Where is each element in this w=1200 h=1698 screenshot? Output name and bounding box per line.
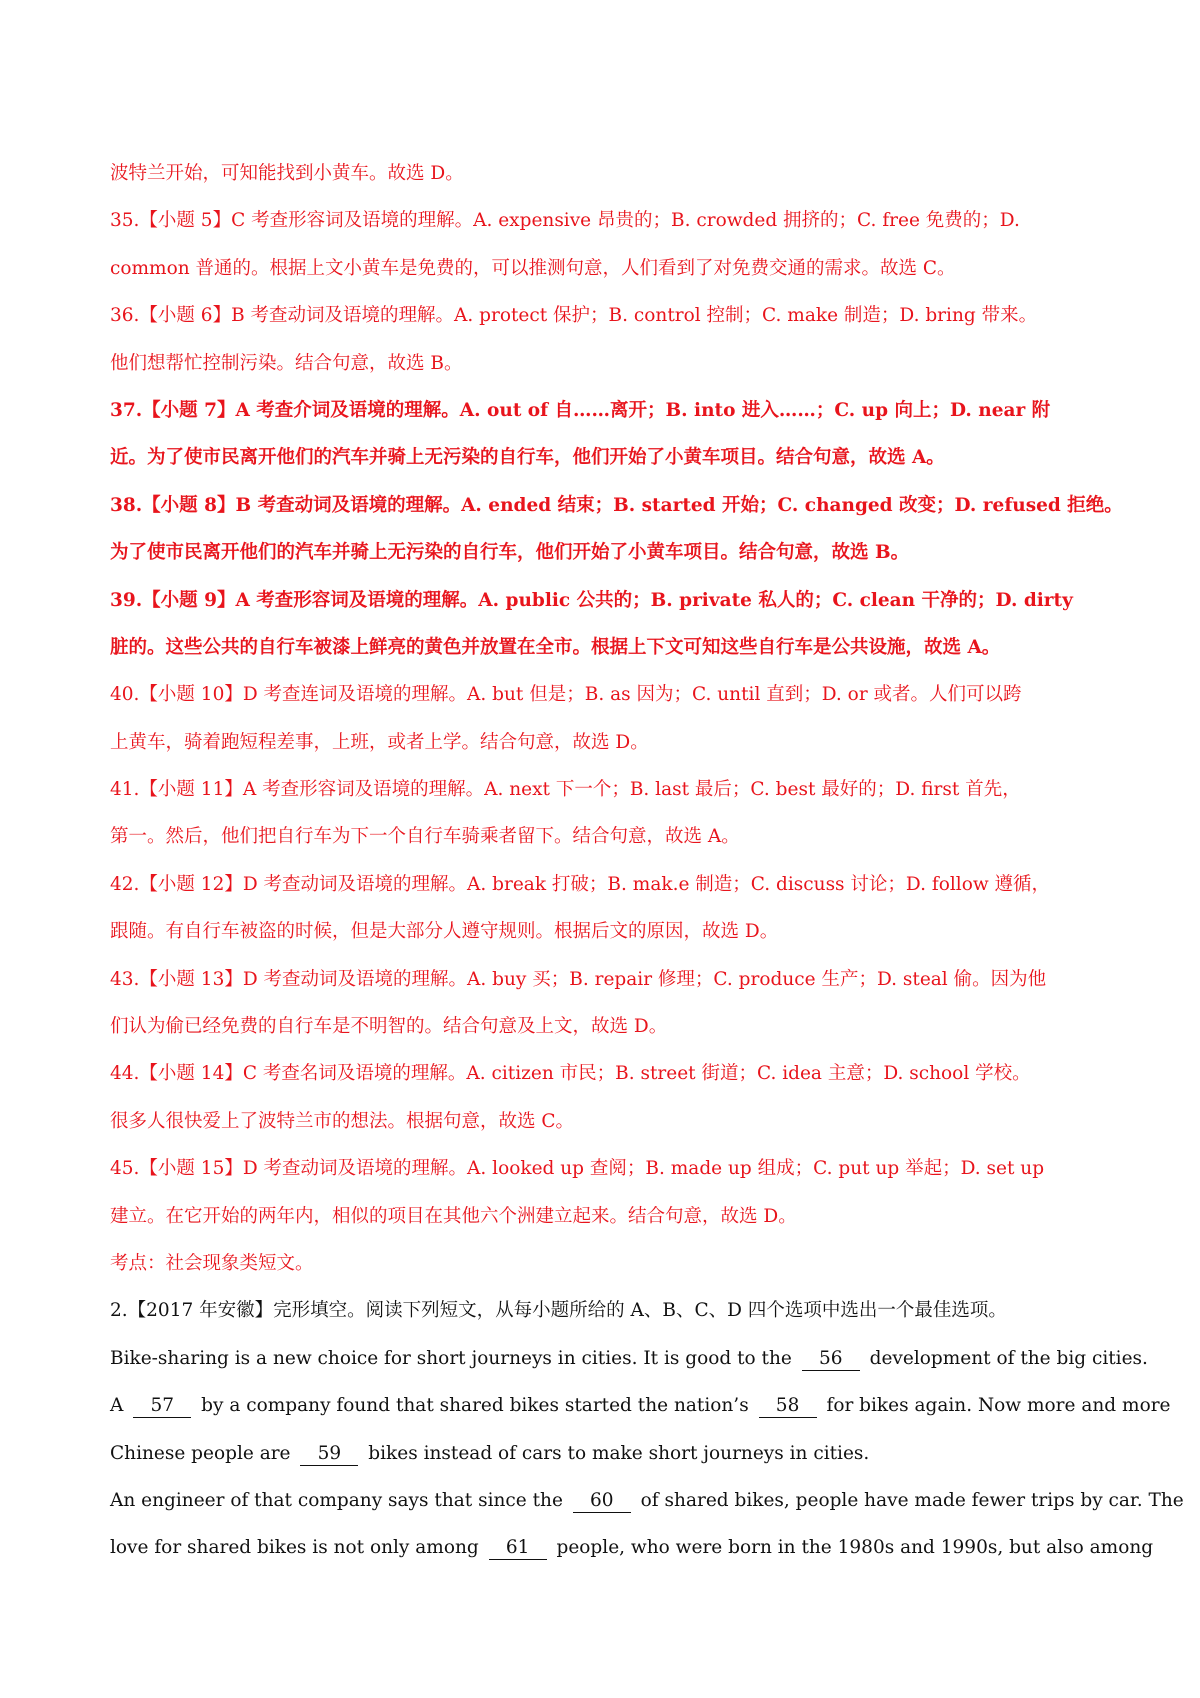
answer-43-line1: 43.【小题 13】D 考查动词及语境的理解。A. buy 买；B. repair 修理；C. produce 生产；D. steal 偷。因为他 (110, 968, 1047, 990)
passage-line-1 (110, 1335, 1148, 1382)
answer-35-line2: common 普通的。根据上文小黄车是免费的，可以推测句意，人们看到了对免费交通的需求。故选 C。 (110, 257, 956, 279)
answer-36-line1: 36.【小题 6】B 考查动词及语境的理解。A. protect 保护；B. control 控制；C. make 制造；D. bring 带来。 (110, 305, 1038, 327)
passage-text: love for shared bikes is not only among (110, 1537, 479, 1559)
answer-44-line2: 很多人很快爱上了波特兰市的想法。根据句意，故选 C。 (110, 1110, 575, 1132)
passage-text: Bike-sharing is a new choice for short journeys in cities. It is good to the (110, 1347, 792, 1369)
blank-56: 56 (802, 1348, 860, 1371)
passage-text: A (110, 1395, 124, 1417)
answer-41-line2: 第一。然后，他们把自行车为下一个自行车骑乘者留下。结合句意，故选 A。 (110, 826, 740, 848)
passage-line-3 (110, 1430, 1110, 1477)
answer-42-line2: 跟随。有自行车被盗的时候，但是大部分人遵守规则。根据后文的原因，故选 D。 (110, 921, 779, 943)
blank-57: 57 (133, 1395, 191, 1418)
passage-text: An engineer of that company says that since the (110, 1489, 563, 1511)
passage-text: of shared bikes, people have made fewer trips by car. The (640, 1489, 1184, 1511)
answer-45-line2: 建立。在它开始的两年内，相似的项目在其他六个洲建立起来。结合句意，故选 D。 (110, 1205, 797, 1227)
answer-40-line1: 40.【小题 10】D 考查连词及语境的理解。A. but 但是；B. as 因为；C. until 直到；D. or 或者。人们可以跨 (110, 684, 1022, 706)
kaodian-note: 考点：社会现象类短文。 (110, 1252, 314, 1274)
answer-37-line1: 37.【小题 7】A 考查介词及语境的理解。A. out of 自……离开；B. into 进入……；C. up 向上；D. near 附 (110, 399, 1051, 421)
answer-43-line2: 们认为偷已经免费的自行车是不明智的。结合句意及上文，故选 D。 (110, 1016, 668, 1038)
passage-text: by a company found that shared bikes started the nation’s (201, 1395, 749, 1417)
blank-58: 58 (759, 1395, 817, 1418)
answer-36-line2: 他们想帮忙控制污染。结合句意，故选 B。 (110, 352, 463, 374)
question-2-heading: 2.【2017 年安徽】完形填空。阅读下列短文，从每小题所给的 A、B、C、D 四个选项中选出一个最佳选项。 (110, 1300, 1007, 1322)
document-content (110, 150, 1184, 1572)
answer-39-line2: 脏的。这些公共的自行车被漆上鲜亮的黄色并放置在全市。根据上下文可知这些自行车是公共设施，故选 A。 (110, 636, 1001, 658)
answer-38-line2: 为了使市民离开他们的汽车并骑上无污染的自行车，他们开始了小黄车项目。结合句意，故选 B。 (110, 542, 910, 564)
answer-35-line1: 35.【小题 5】C 考查形容词及语境的理解。A. expensive 昂贵的；B. crowded 拥挤的；C. free 免费的；D. (110, 210, 1020, 232)
passage-text: bikes instead of cars to make short journeys in cities. (368, 1442, 870, 1464)
passage-line-2 (110, 1382, 1171, 1429)
answer-38-line1: 38.【小题 8】B 考查动词及语境的理解。A. ended 结束；B. started 开始；C. changed 改变；D. refused 拒绝。 (110, 494, 1123, 516)
answer-45-line1: 45.【小题 15】D 考查动词及语境的理解。A. looked up 查阅；B. made up 组成；C. put up 举起；D. set up (110, 1158, 1045, 1180)
answer-39-line1: 39.【小题 9】A 考查形容词及语境的理解。A. public 公共的；B. private 私人的；C. clean 干净的；D. dirty (110, 589, 1073, 611)
answer-41-line1: 41.【小题 11】A 考查形容词及语境的理解。A. next 下一个；B. last 最后；C. best 最好的；D. first 首先， (110, 779, 1021, 801)
passage-text: Chinese people are (110, 1442, 291, 1464)
answer-line-continued: 波特兰开始，可知能找到小黄车。故选 D。 (110, 163, 464, 184)
passage-text: development of the big cities. (869, 1347, 1148, 1369)
blank-61: 61 (489, 1537, 547, 1560)
blank-59: 59 (300, 1443, 358, 1466)
passage-line-5 (110, 1524, 1154, 1571)
answer-44-line1: 44.【小题 14】C 考查名词及语境的理解。A. citizen 市民；B. street 街道；C. idea 主意；D. school 学校。 (110, 1063, 1031, 1085)
passage-line-4 (110, 1477, 1184, 1524)
answer-40-line2: 上黄车，骑着跑短程差事，上班，或者上学。结合句意，故选 D。 (110, 731, 649, 753)
passage-text: people, who were born in the 1980s and 1990s, but also among (556, 1537, 1154, 1559)
blank-60: 60 (573, 1490, 631, 1513)
answer-37-line2: 近。为了使市民离开他们的汽车并骑上无污染的自行车，他们开始了小黄车项目。结合句意，故选 A。 (110, 447, 945, 469)
passage-text: for bikes again. Now more and more (826, 1395, 1171, 1417)
answer-42-line1: 42.【小题 12】D 考查动词及语境的理解。A. break 打破；B. mak.e 制造；C. discuss 讨论；D. follow 遵循， (110, 873, 1051, 895)
